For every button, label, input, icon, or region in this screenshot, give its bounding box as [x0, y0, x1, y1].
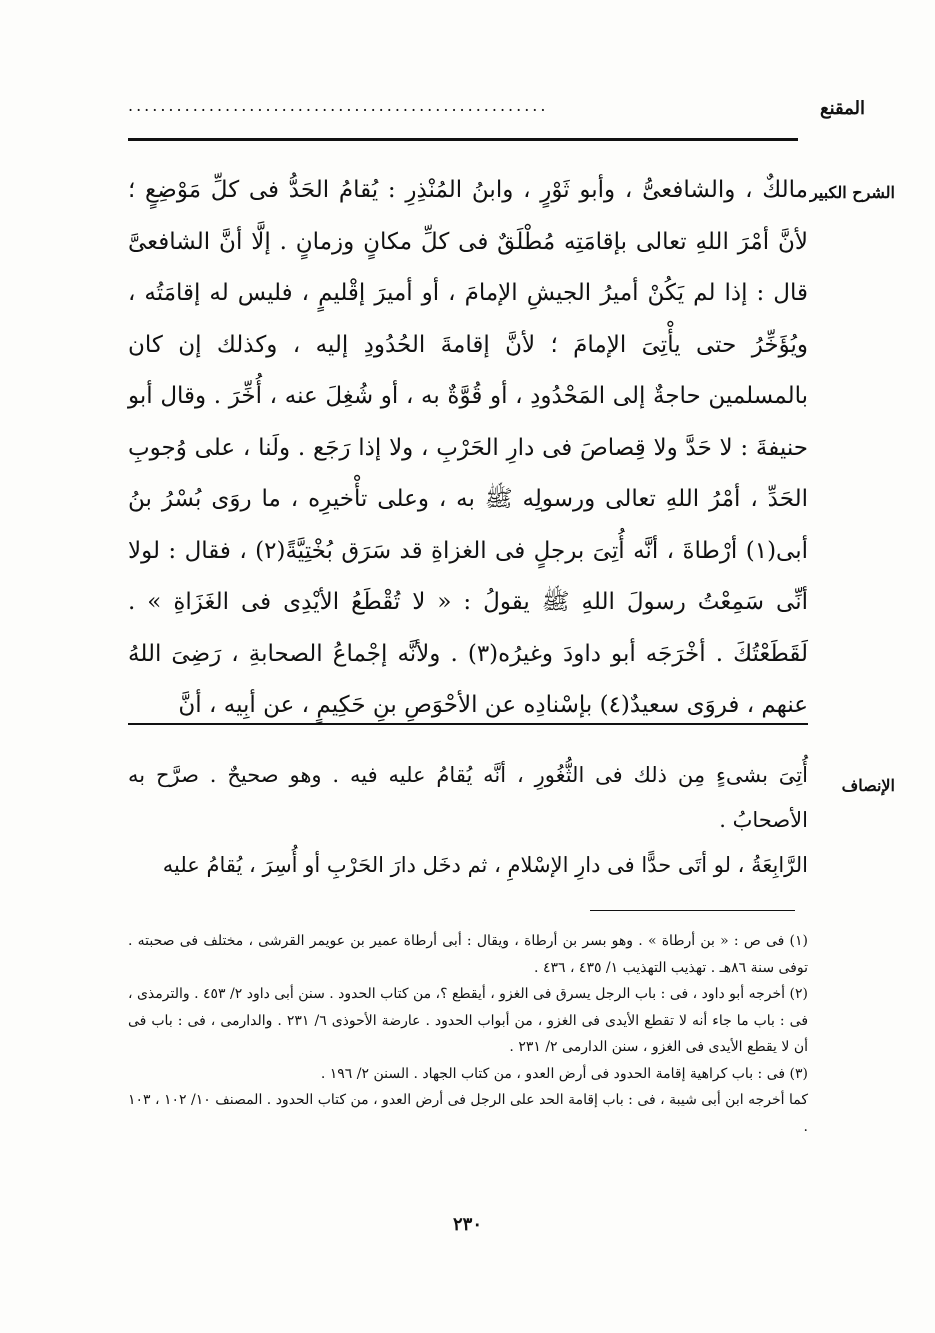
section-divider [128, 723, 808, 725]
footnotes [128, 928, 808, 1140]
running-header-title: المقنع [819, 98, 865, 119]
insaf-line-1: أُتِىَ بشىءٍ مِن ذلك فى الثُّغُورِ ، أنَّه يُقامُ عليه فيه . وهو صحيحٌ . صرَّح به الأصحابُ . [128, 763, 808, 832]
footnote-rule [590, 910, 795, 911]
footnote-3: (٣) فى : باب كراهية إقامة الحدود فى أرض العدو ، من كتاب الجهاد . السنن ٢/ ١٩٦ . [320, 1065, 808, 1082]
header-rule [128, 138, 798, 141]
main-body-text [128, 165, 808, 732]
side-label-sharh: الشرح الكبير [810, 183, 895, 202]
main-paragraph: مالكٌ ، والشافعىُّ ، وأبو ثَوْرٍ ، وابنُ المُنْذِرِ : يُقامُ الحَدُّ فى كلِّ مَوْضِعٍ ؛ لأنَّ أمْرَ اللهِ تعالى بإقامَتِه مُطْلَقٌ فى كلِّ مكانٍ وزمانٍ . إلَّا أنَّ الشافعىَّ قال : إذا لم يَكُنْ أميرُ الجيشِ الإمامَ ، أو أميرَ إقْليمٍ ، فليس له إقامَتُه ، ويُؤَخِّرُ حتى يأْتِىَ الإمامَ ؛ لأنَّ إقامةَ الحُدُودِ إليه ، وكذلك إن كان بالمسلمين حاجةٌ إلى المَحْدُودِ ، أو قُوَّةٌ به ، أو شُغِلَ عنه ، أُخِّرَ . وقال أبو حنيفةَ : لا حَدَّ ولا قِصاصَ فى دارِ الحَرْبِ ، ولا إذا رَجَع . ولَنا ، على وُجوبِ الحَدِّ ، أمْرُ اللهِ تعالى ورسولِه ﷺ به ، وعلى تأْخيرِه ، ما روَى بُسْرُ بنُ أبى(١) أرْطاةَ ، أنَّه أُتِىَ برجلٍ فى الغزاةِ قد سَرَق بُخْتِيَّةً(٢) ، فقال : لولا أنِّى سَمِعْتُ رسولَ اللهِ ﷺ يقولُ : « لا تُقْطَعُ الأيْدِى فى الغَزَاةِ » . لَقَطَعْتُكَ . أخْرَجَه أبو داودَ وغيرُه(٣) . ولأنَّه إجْماعُ الصحابةِ ، رَضِىَ اللهُ عنهم ، فروَى سعيدٌ(٤) بإسْنادِه عن الأحْوَصِ بنِ حَكِيمٍ ، عن أبِيه ، أنَّ [128, 177, 809, 718]
header-dotted-leader: .................................................... [128, 96, 549, 115]
side-label-insaf: الإنصاف [841, 776, 895, 795]
footnote-1: (١) فى ص : « بن أرطاة » . وهو بسر بن أرطاة ، ويقال : أبى أرطاة عمير بن عويمر القرشى ، مختلف فى صحبته . توفى سنة ٨٦هـ . تهذيب التهذيب ١/ ٤٣٥ ، ٤٣٦ . [128, 933, 808, 976]
insaf-text [128, 753, 808, 888]
insaf-line-2: الرَّابِعَةُ ، لو أتَى حدًّا فى دارِ الإسْلامِ ، ثم دخَل دارَ الحَرْبِ أو أُسِرَ ، يُقامُ عليه [162, 853, 808, 877]
footnote-3-continued: كما أخرجه ابن أبى شيبة ، فى : باب إقامة الحد على الرجل فى أرض العدو ، من كتاب الحدود . المصنف ١٠/ ١٠٢ ، ١٠٣ . [128, 1092, 808, 1135]
footnote-2: (٢) أخرجه أبو داود ، فى : باب الرجل يسرق فى الغزو ، أيقطع ؟، من كتاب الحدود . سنن أبى داود ٢/ ٤٥٣ . والترمذى ، فى : باب ما جاء أنه لا تقطع الأيدى فى الغزو ، من أبواب الحدود . عارضة الأحوذى ٦/ ٢٣١ . والدارمى ، فى : باب فى أن لا يقطع الأيدى فى الغزو ، سنن الدارمى ٢/ ٢٣١ . [128, 986, 809, 1055]
page-number: ٢٣٠ [452, 1214, 482, 1235]
